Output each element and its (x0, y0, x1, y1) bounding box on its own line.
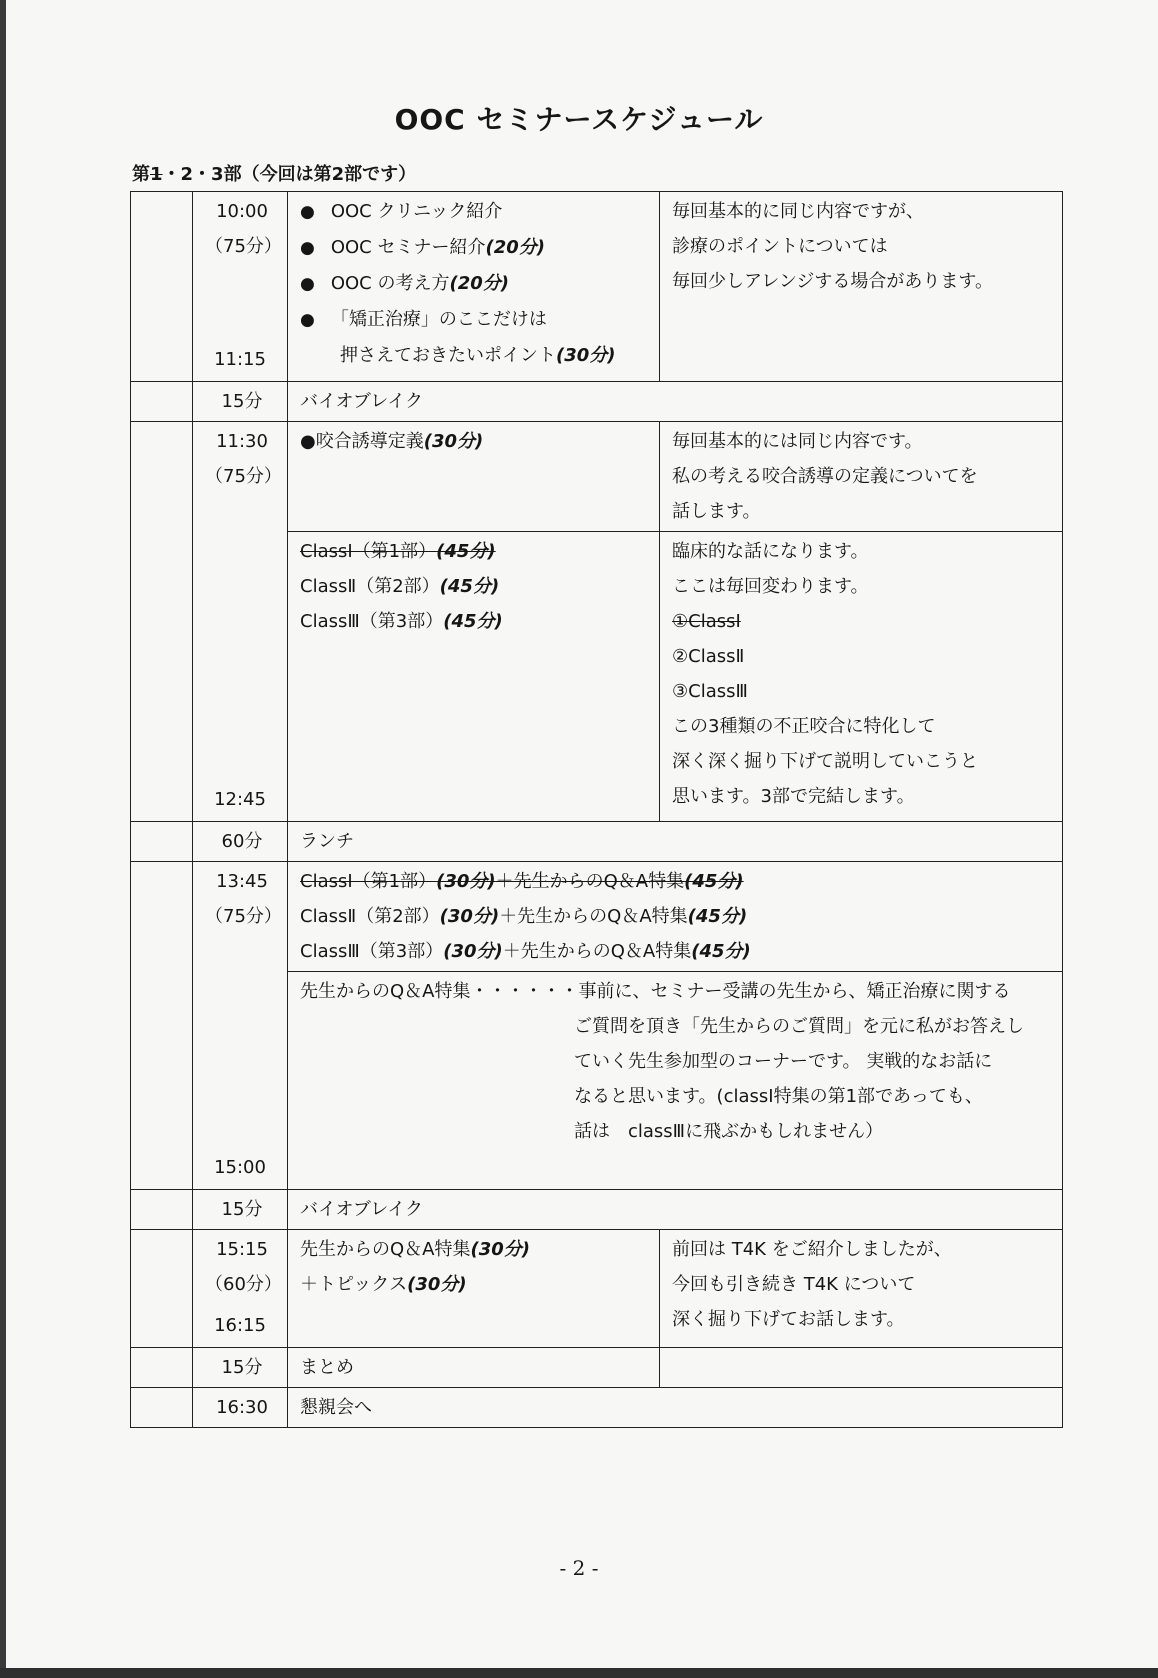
notes-cell (660, 192, 1063, 382)
note-line: 診療のポイントについては (672, 236, 888, 257)
notes-cell (660, 532, 1063, 822)
margin-cell (131, 422, 193, 822)
session-subtitle (132, 160, 416, 186)
margin-cell (131, 382, 193, 422)
time-cell (193, 862, 288, 1190)
note-line: 臨床的な話になります。 (672, 541, 869, 562)
qa-line: なると思います。(classⅠ特集の第1部であっても、 (574, 1086, 983, 1107)
duration: （75分） (205, 906, 282, 927)
margin-cell (131, 1348, 193, 1388)
margin-cell (131, 192, 193, 382)
table-row (131, 822, 1063, 862)
margin-cell (131, 862, 193, 1190)
notes-cell (660, 1230, 1063, 1348)
note-line: ②ClassⅡ (672, 646, 745, 667)
time-cell: 16:30 (193, 1388, 288, 1428)
scan-edge-bottom (0, 1668, 1158, 1678)
note-line: 思います。3部で完結します。 (672, 786, 915, 807)
list-item: ● OOC の考え方(20分) (300, 266, 651, 302)
note-line: ③ClassⅢ (672, 681, 748, 702)
page-title: OOC セミナースケジュール (394, 103, 764, 136)
list-item: ＋トピックス(30分) (300, 1274, 467, 1295)
subtitle-rest: ・2・3部（今回は第2部です） (162, 164, 417, 185)
qa-lead: 先生からのQ＆A特集・・・・・・事前に、セミナー受講の先生から、矯正治療に関する (300, 981, 1011, 1002)
class-line: ClassⅢ（第3部）(45分) (300, 611, 503, 632)
note-line: 毎回少しアレンジする場合があります。 (672, 271, 993, 292)
qa-line: ていく先生参加型のコーナーです。 実戦的なお話に (574, 1051, 993, 1072)
end-time: 15:00 (214, 1157, 266, 1178)
page-number: - 2 - (559, 1556, 599, 1580)
scan-edge-left (0, 0, 6, 1678)
class-line: ClassⅡ（第2部）(45分) (300, 576, 500, 597)
note-line: 深く深く掘り下げて説明していこうと (672, 751, 978, 772)
topic-line: ●咬合誘導定義(30分) (300, 431, 484, 452)
start-time: 10:00 (216, 201, 268, 222)
list-item: 先生からのQ＆A特集(30分) (300, 1239, 530, 1260)
table-row (131, 422, 1063, 532)
empty-cell (660, 1348, 1063, 1388)
list-item: ● 「矯正治療」のここだけは (300, 302, 651, 338)
note-line: 話します。 (672, 501, 761, 522)
note-line: ここは毎回変わります。 (672, 576, 869, 597)
subtitle-prefix: 第 (132, 164, 150, 185)
start-time: 13:45 (216, 871, 268, 892)
end-time: 12:45 (214, 789, 266, 810)
note-line: 深く掘り下げてお話します。 (672, 1309, 905, 1330)
table-row (131, 1388, 1063, 1428)
table-row (131, 192, 1063, 382)
margin-cell (131, 1190, 193, 1230)
content-cell (288, 532, 660, 822)
break-label: バイオブレイク (288, 382, 1063, 422)
class-line: ClassⅢ（第3部）(30分)＋先生からのQ＆A特集(45分) (300, 941, 751, 962)
margin-cell (131, 1388, 193, 1428)
note-line: 毎回基本的には同じ内容です。 (672, 431, 923, 452)
list-item-continuation: 押さえておきたいポイント(30分) (340, 345, 616, 366)
content-cell (288, 1230, 660, 1348)
content-cell (288, 192, 660, 382)
summary-label: まとめ (288, 1348, 660, 1388)
margin-cell (131, 822, 193, 862)
end-time: 16:15 (214, 1315, 266, 1336)
qa-body (574, 1009, 1054, 1149)
note-line: ①ClassⅠ (672, 611, 741, 632)
class-line: ClassⅠ（第1部）(30分)＋先生からのQ＆A特集(45分) (300, 871, 744, 892)
list-item: ● OOC クリニック紹介 (300, 194, 651, 230)
note-line: 毎回基本的に同じ内容ですが、 (672, 201, 924, 222)
break-label: ランチ (288, 822, 1063, 862)
class-line: ClassⅡ（第2部）(30分)＋先生からのQ＆A特集(45分) (300, 906, 748, 927)
subtitle-struck-number: 1 (150, 164, 163, 185)
list-item: ● OOC セミナー紹介(20分) (300, 230, 651, 266)
table-row (131, 862, 1063, 972)
break-label: バイオブレイク (288, 1190, 1063, 1230)
time-cell (193, 192, 288, 382)
table-row (131, 1348, 1063, 1388)
note-line: 前回は T4K をご紹介しましたが、 (672, 1239, 952, 1260)
time-cell (193, 1230, 288, 1348)
duration: （60分） (205, 1274, 282, 1295)
schedule-table (130, 191, 1063, 1428)
qa-line: 話は classⅢに飛ぶかもしれません） (574, 1121, 884, 1142)
qa-line: ご質問を頂き「先生からのご質問」を元に私がお答えし (574, 1016, 1024, 1037)
party-label: 懇親会へ (288, 1388, 1063, 1428)
notes-cell (660, 422, 1063, 532)
duration-cell: 15分 (193, 1190, 288, 1230)
note-line: この3種類の不正咬合に特化して (672, 716, 936, 737)
start-time: 11:30 (216, 431, 268, 452)
note-line: 私の考える咬合誘導の定義についてを (672, 466, 978, 487)
note-line: 今回も引き続き T4K について (672, 1274, 916, 1295)
content-cell (288, 862, 1063, 972)
duration: （75分） (205, 236, 282, 257)
end-time: 11:15 (214, 349, 266, 370)
table-row (131, 382, 1063, 422)
duration: （75分） (205, 466, 282, 487)
content-cell (288, 422, 660, 532)
time-cell (193, 422, 288, 822)
duration-cell: 15分 (193, 1348, 288, 1388)
duration-cell: 60分 (193, 822, 288, 862)
margin-cell (131, 1230, 193, 1348)
start-time: 15:15 (216, 1239, 268, 1260)
class-line: ClassⅠ（第1部）(45分) (300, 541, 496, 562)
table-row (131, 1230, 1063, 1348)
duration-cell: 15分 (193, 382, 288, 422)
qa-description-cell (288, 972, 1063, 1190)
table-row (131, 1190, 1063, 1230)
